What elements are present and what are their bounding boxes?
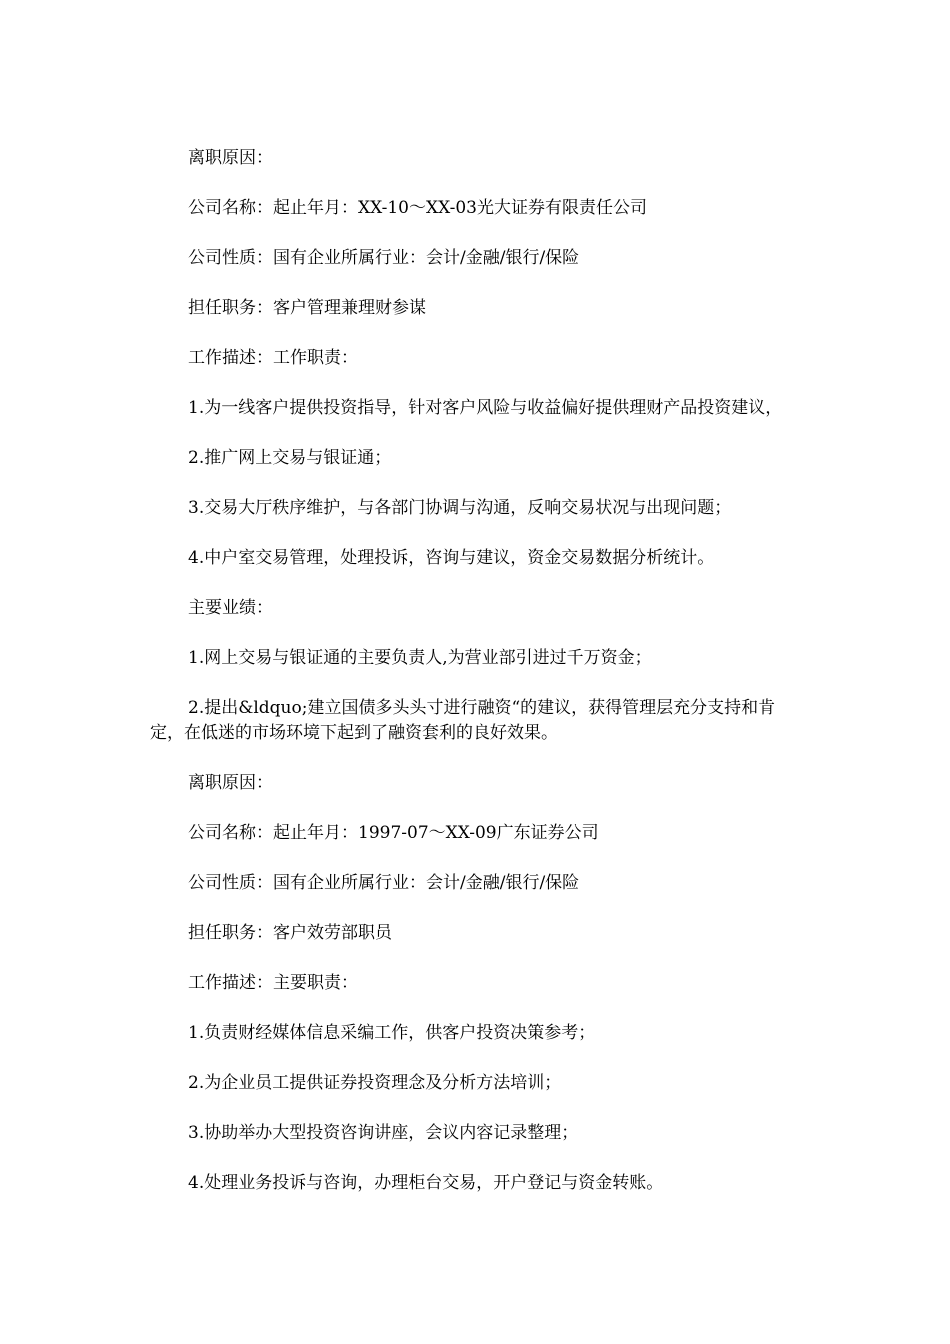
paragraph-duty-2-1: 1.负责财经媒体信息采编工作，供客户投资决策参考；	[188, 1023, 596, 1043]
paragraph-duty-1-1: 1.为一线客户提供投资指导，针对客户风险与收益偏好提供理财产品投资建议，	[188, 398, 783, 418]
paragraph-duty-1-4: 4.中户室交易管理，处理投诉，咨询与建议，资金交易数据分析统计。	[188, 548, 715, 568]
paragraph-achievements-heading: 主要业绩：	[188, 598, 273, 618]
paragraph-job-description-1: 工作描述：工作职责：	[188, 348, 358, 368]
paragraph-position-1: 担任职务：客户管理兼理财参谋	[188, 298, 426, 318]
paragraph-company-name-1: 公司名称：起止年月：XX-10～XX-03光大证券有限责任公司	[188, 198, 647, 218]
paragraph-company-type-1: 公司性质：国有企业所属行业：会计/金融/银行/保险	[188, 248, 580, 268]
paragraph-leave-reason-2: 离职原因：	[188, 773, 273, 793]
paragraph-duty-2-2: 2.为企业员工提供证券投资理念及分析方法培训；	[188, 1073, 562, 1093]
paragraph-duty-1-2: 2.推广网上交易与银证通；	[188, 448, 392, 468]
paragraph-duty-2-3: 3.协助举办大型投资咨询讲座，会议内容记录整理；	[188, 1123, 579, 1143]
paragraph-duty-2-4: 4.处理业务投诉与咨询，办理柜台交易，开户登记与资金转账。	[188, 1173, 664, 1193]
paragraph-position-2: 担任职务：客户效劳部职员	[188, 923, 392, 943]
document-body	[150, 146, 800, 1221]
paragraph-company-type-2: 公司性质：国有企业所属行业：会计/金融/银行/保险	[188, 873, 580, 893]
paragraph-job-description-2: 工作描述：主要职责：	[188, 973, 358, 993]
paragraph-company-name-2: 公司名称：起止年月：1997-07～XX-09广东证券公司	[188, 823, 599, 843]
paragraph-leave-reason-1: 离职原因：	[188, 148, 273, 168]
paragraph-achievement-2: 2.提出&ldquo;建立国债多头头寸进行融资“的建议，获得管理层充分支持和肯定，在低迷的市场环境下起到了融资套利的良好效果。	[150, 698, 776, 743]
paragraph-achievement-1: 1.网上交易与银证通的主要负责人,为营业部引进过千万资金；	[188, 648, 652, 668]
paragraph-duty-1-3: 3.交易大厅秩序维护，与各部门协调与沟通，反响交易状况与出现问题；	[188, 498, 732, 518]
